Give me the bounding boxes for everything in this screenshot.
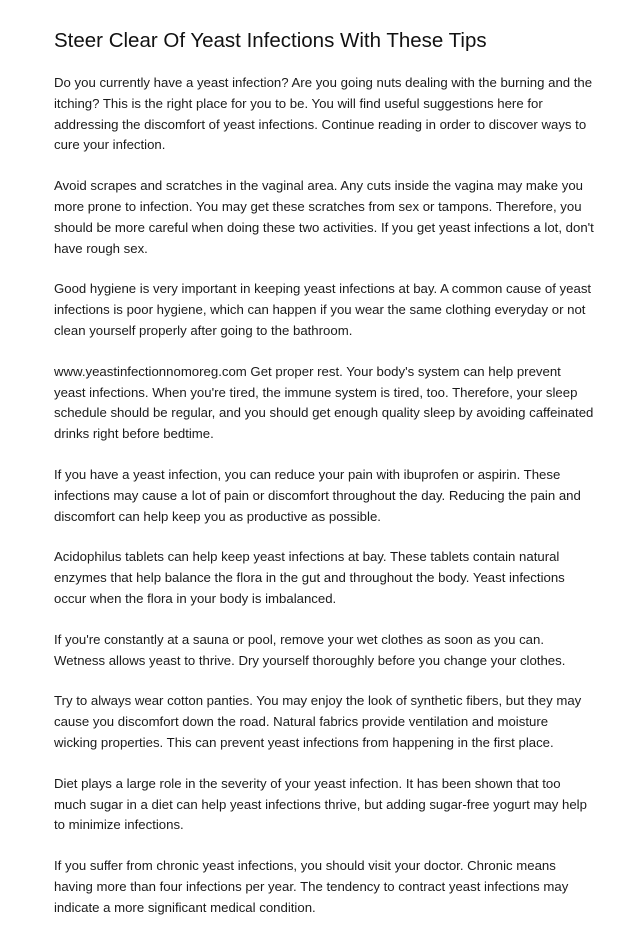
document-page: [54, 28, 594, 939]
paragraph-doctor: If you suffer from chronic yeast infections, you should visit your doctor. Chronic means having more than four infections per year. The tendency to contract yeast infections may indicate a more significant medical condition.: [54, 858, 569, 915]
paragraph-acidophilus: Acidophilus tablets can help keep yeast infections at bay. These tablets contain natural enzymes that help balance the flora in the gut and throughout the body. Yeast infections occur when the flora in your body is imbalanced.: [54, 549, 565, 606]
paragraph-wet-clothes: If you're constantly at a sauna or pool, remove your wet clothes as soon as you can. Wetness allows yeast to thrive. Dry yourself thoroughly before you change your clothes.: [54, 631, 566, 668]
paragraph-diet: Diet plays a large role in the severity of your yeast infection. It has been shown that too much sugar in a diet can help yeast infections thrive, but adding sugar-free yogurt may help to minimize infections.: [54, 775, 587, 833]
paragraph-scratches: Avoid scrapes and scratches in the vaginal area. Any cuts inside the vagina may make you more prone to infection. You may get these scratches from sex or tampons. Therefore, you should be more careful when doing these two activities. If you get yeast infections a lot, don't have rough sex.: [54, 178, 594, 256]
paragraph-cotton: Try to always wear cotton panties. You may enjoy the look of synthetic fibers, but they may cause you discomfort down the road. Natural fabrics provide ventilation and moisture wicking properties. This can prevent yeast infections from happening in the first place.: [54, 693, 582, 750]
paragraph-intro: Do you currently have a yeast infection? Are you going nuts dealing with the burning and the itching? This is the right place for you to be. You will find useful suggestions here for addressing the discomfort of yeast infections. Continue reading in order to discover ways to cure your infection.: [54, 75, 593, 153]
paragraph-pain: If you have a yeast infection, you can reduce your pain with ibuprofen or aspirin. These infections may cause a lot of pain or discomfort throughout the day. Reducing the pain and discomfort can help keep you as productive as possible.: [54, 466, 581, 524]
document-title: Steer Clear Of Yeast Infections With These Tips: [54, 29, 487, 52]
paragraph-hygiene: Good hygiene is very important in keeping yeast infections at bay. A common cause of yeast infections is poor hygiene, which can happen if you wear the same clothing everyday or not clean yourself properly after going to the bathroom.: [54, 281, 592, 338]
paragraph-rest: www.yeastinfectionnomoreg.com Get proper rest. Your body's system can help prevent yeast infections. When you're tired, the immune system is tired, too. Therefore, your sleep schedule should be regular, and you should get enough quality sleep by avoiding caffeinated drinks right before bedtime.: [54, 363, 594, 442]
